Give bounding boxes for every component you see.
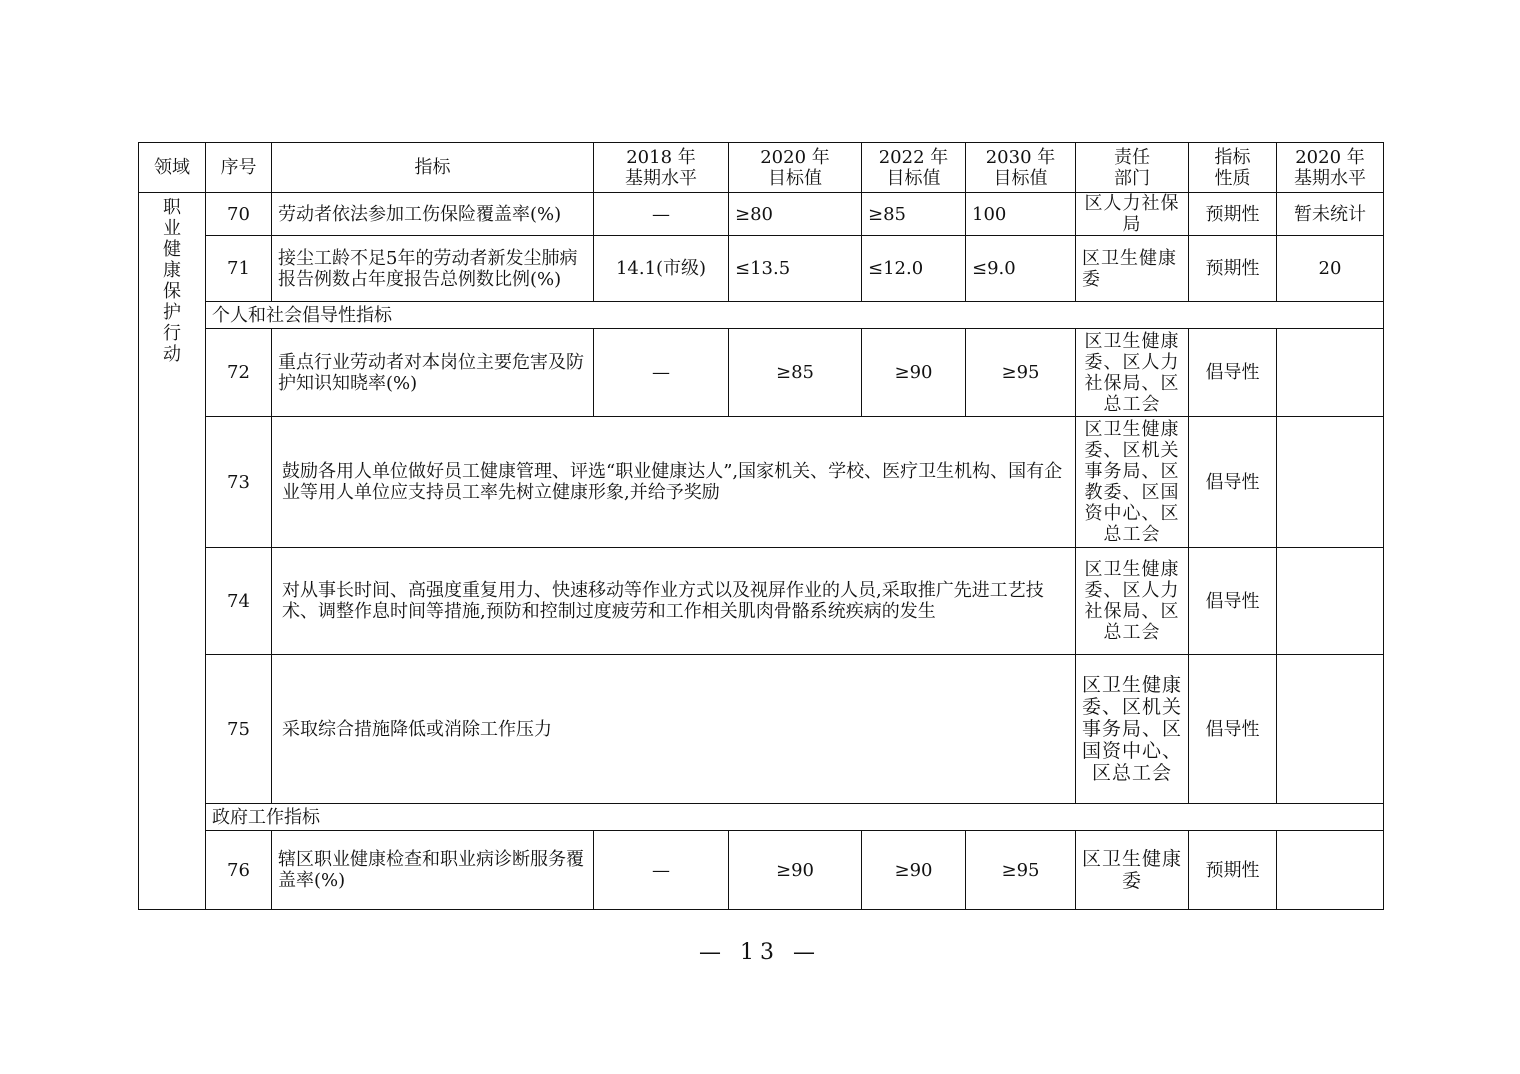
header-indicator: 指标 bbox=[272, 143, 594, 193]
row-target-2030: ≥95 bbox=[966, 831, 1076, 910]
field-cell: 职 业 健 康 保 护 行 动 bbox=[139, 193, 206, 910]
header-base-2020: 2020 年 基期水平 bbox=[1277, 143, 1384, 193]
table-row bbox=[139, 417, 1384, 548]
row-dept: 区卫生健康委 bbox=[1076, 236, 1189, 302]
header-nature: 指标 性质 bbox=[1189, 143, 1277, 193]
row-base-2020 bbox=[1277, 548, 1384, 655]
row-target-2022: ≥90 bbox=[862, 831, 966, 910]
row-base-2020: 20 bbox=[1277, 236, 1384, 302]
row-indicator: 对从事长时间、高强度重复用力、快速移动等作业方式以及视屏作业的人员,采取推广先进工艺技术、调整作息时间等措施,预防和控制过度疲劳和工作相关肌肉骨骼系统疾病的发生 bbox=[272, 548, 1076, 655]
header-num: 序号 bbox=[206, 143, 272, 193]
row-dept: 区卫生健康委、区机关事务局、区国资中心、区总工会 bbox=[1076, 655, 1189, 804]
section-personal-title: 个人和社会倡导性指标 bbox=[206, 302, 1384, 329]
row-indicator: 重点行业劳动者对本岗位主要危害及防护知识知晓率(%) bbox=[272, 329, 594, 417]
row-nature: 预期性 bbox=[1189, 831, 1277, 910]
header-field: 领域 bbox=[139, 143, 206, 193]
row-target-2022: ≥90 bbox=[862, 329, 966, 417]
row-nature: 倡导性 bbox=[1189, 548, 1277, 655]
indicator-table bbox=[138, 142, 1384, 910]
row-indicator: 采取综合措施降低或消除工作压力 bbox=[272, 655, 1076, 804]
row-num: 75 bbox=[206, 655, 272, 804]
row-nature: 倡导性 bbox=[1189, 329, 1277, 417]
row-target-2030: ≤9.0 bbox=[966, 236, 1076, 302]
row-nature: 倡导性 bbox=[1189, 417, 1277, 548]
row-dept: 区卫生健康委、区机关事务局、区教委、区国资中心、区总工会 bbox=[1076, 417, 1189, 548]
header-base-2018: 2018 年 基期水平 bbox=[594, 143, 729, 193]
row-indicator: 辖区职业健康检查和职业病诊断服务覆盖率(%) bbox=[272, 831, 594, 910]
row-num: 73 bbox=[206, 417, 272, 548]
row-num: 76 bbox=[206, 831, 272, 910]
row-dept: 区卫生健康委、区人力社保局、区总工会 bbox=[1076, 329, 1189, 417]
row-base-2020 bbox=[1277, 417, 1384, 548]
table-row bbox=[139, 329, 1384, 417]
table-row bbox=[139, 655, 1384, 804]
row-dept: 区卫生健康委、区人力社保局、区总工会 bbox=[1076, 548, 1189, 655]
table-row bbox=[139, 548, 1384, 655]
header-target-2020: 2020 年 目标值 bbox=[729, 143, 862, 193]
row-dept: 区人力社保局 bbox=[1076, 193, 1189, 236]
row-target-2030: 100 bbox=[966, 193, 1076, 236]
section-gov-title: 政府工作指标 bbox=[206, 804, 1384, 831]
header-dept: 责任 部门 bbox=[1076, 143, 1189, 193]
table-row bbox=[139, 193, 1384, 236]
row-num: 70 bbox=[206, 193, 272, 236]
table-row bbox=[139, 236, 1384, 302]
row-base-2018: — bbox=[594, 329, 729, 417]
header-target-2022: 2022 年 目标值 bbox=[862, 143, 966, 193]
section-row bbox=[139, 302, 1384, 329]
row-indicator: 鼓励各用人单位做好员工健康管理、评选“职业健康达人”,国家机关、学校、医疗卫生机构、国有企业等用人单位应支持员工率先树立健康形象,并给予奖励 bbox=[272, 417, 1076, 548]
row-base-2020: 暂未统计 bbox=[1277, 193, 1384, 236]
row-target-2022: ≤12.0 bbox=[862, 236, 966, 302]
row-nature: 预期性 bbox=[1189, 236, 1277, 302]
row-num: 74 bbox=[206, 548, 272, 655]
row-target-2020: ≥85 bbox=[729, 329, 862, 417]
table-row bbox=[139, 831, 1384, 910]
row-target-2030: ≥95 bbox=[966, 329, 1076, 417]
row-base-2018: — bbox=[594, 193, 729, 236]
row-nature: 预期性 bbox=[1189, 193, 1277, 236]
row-num: 71 bbox=[206, 236, 272, 302]
row-dept: 区卫生健康委 bbox=[1076, 831, 1189, 910]
row-target-2022: ≥85 bbox=[862, 193, 966, 236]
page-number: — 13 — bbox=[699, 940, 821, 965]
row-indicator: 接尘工龄不足5年的劳动者新发尘肺病报告例数占年度报告总例数比例(%) bbox=[272, 236, 594, 302]
row-base-2018: — bbox=[594, 831, 729, 910]
row-num: 72 bbox=[206, 329, 272, 417]
section-row bbox=[139, 804, 1384, 831]
header-target-2030: 2030 年 目标值 bbox=[966, 143, 1076, 193]
row-target-2020: ≤13.5 bbox=[729, 236, 862, 302]
row-nature: 倡导性 bbox=[1189, 655, 1277, 804]
row-base-2020 bbox=[1277, 655, 1384, 804]
row-base-2018: 14.1(市级) bbox=[594, 236, 729, 302]
row-target-2020: ≥90 bbox=[729, 831, 862, 910]
header-row bbox=[139, 143, 1384, 193]
row-indicator: 劳动者依法参加工伤保险覆盖率(%) bbox=[272, 193, 594, 236]
row-base-2020 bbox=[1277, 329, 1384, 417]
row-base-2020 bbox=[1277, 831, 1384, 910]
row-target-2020: ≥80 bbox=[729, 193, 862, 236]
